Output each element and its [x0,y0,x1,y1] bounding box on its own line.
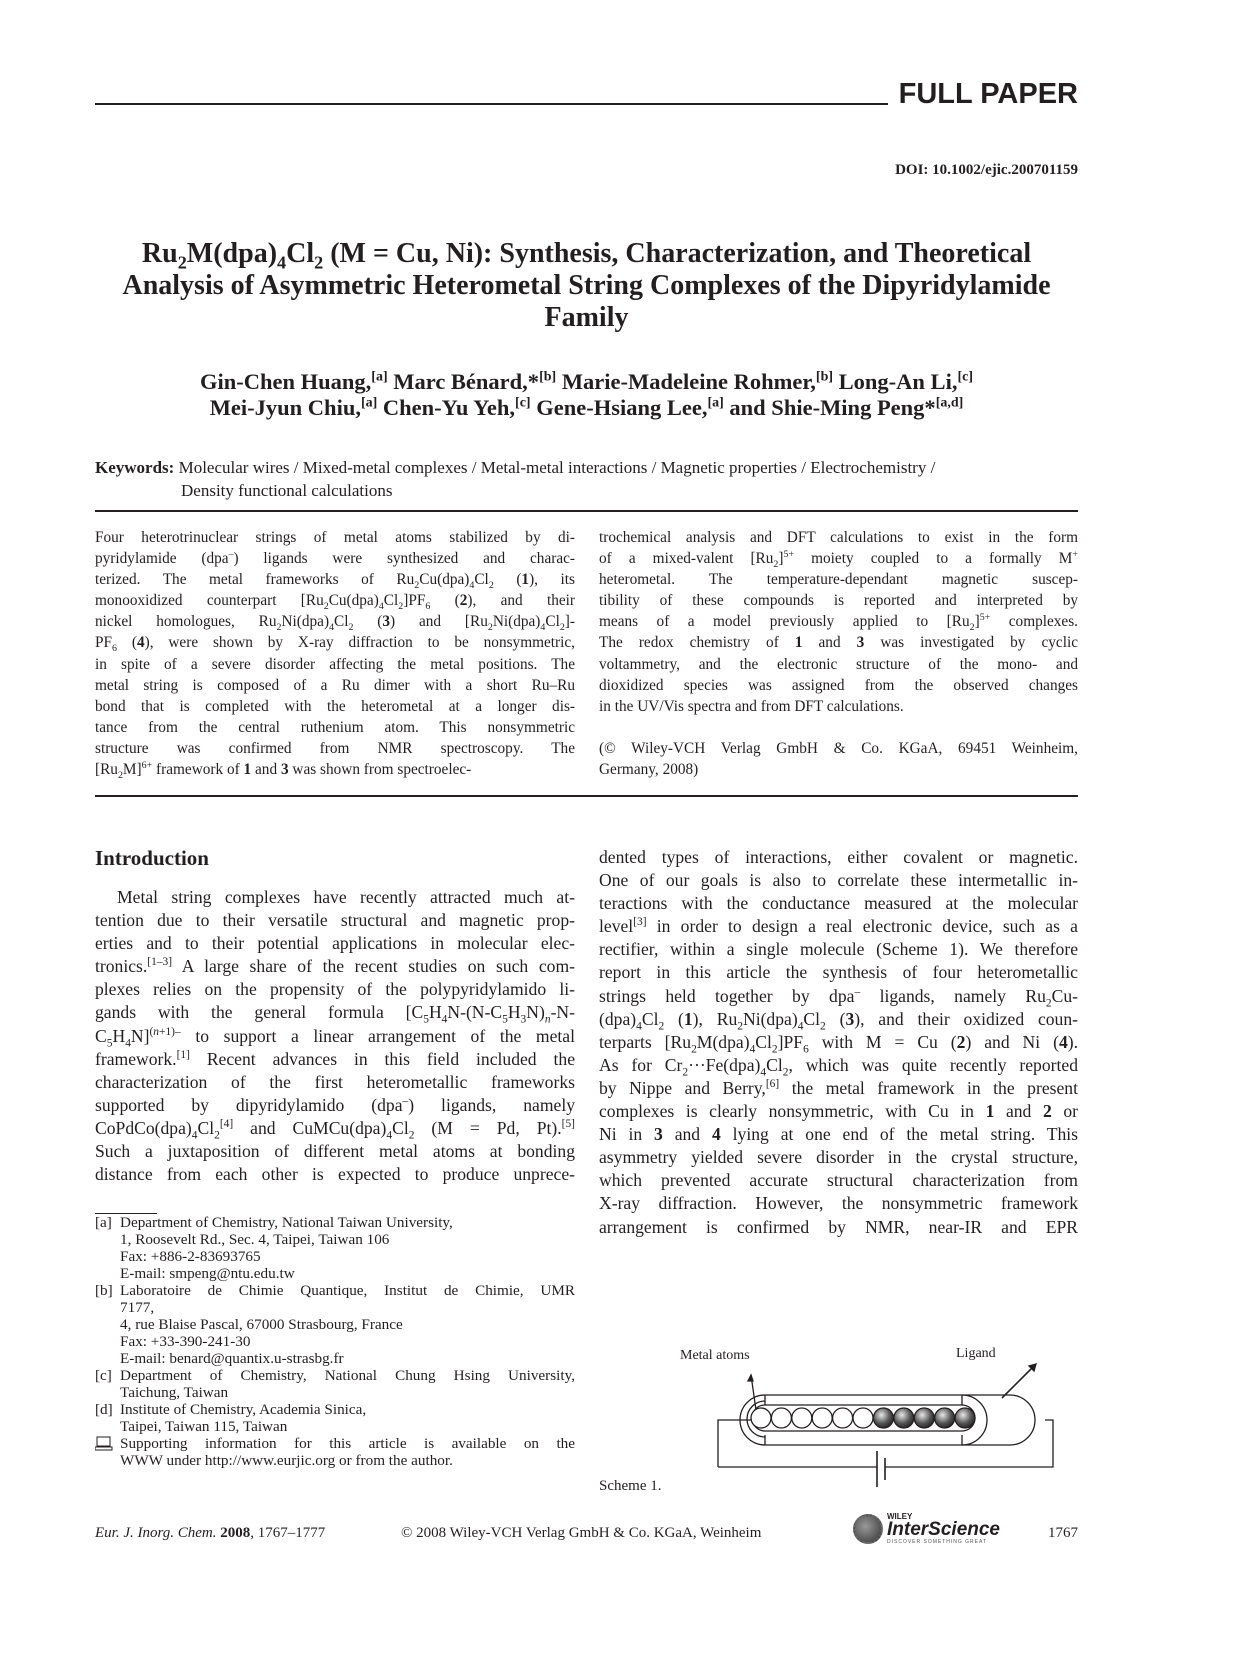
text-line: strings held together by dpa– ligands, namely $Ru_2Cu-$ [599,985,1079,1010]
text-line: monooxidized counterpart $[Ru_2Cu(dpa)_4Cl_2]PF_6$ (2), and their [95,592,576,613]
text-line: dented types of interactions, either covalent or magnetic. [599,847,1078,867]
footnote-tag: [a] [95,1214,112,1231]
journal-pages: , 1767–1777 [250,1525,326,1541]
text-line: level[3] in order to design a real electronic device, such as a [599,916,1078,937]
abstract-right-column [599,527,1078,780]
affiliation-footnotes [95,1214,575,1469]
text-line: X-ray diffraction. However, the nonsymmetric framework [599,1193,1078,1214]
logo-wiley: WILEY [887,1512,913,1521]
footnote-tag: [c] [95,1367,112,1384]
text-line: As for $Cr_2\cdot\cdot\cdot Fe(dpa)_4Cl_2$, which was quite recently reported [599,1054,1078,1079]
text-line: in the UV/Vis spectra and from DFT calculations. [599,697,904,715]
text-line: teractions with the conductance measured at the molecular [599,893,1078,914]
text-line: pyridylamide (dpa–) ligands were synthesized and charac- [95,549,575,568]
text-line: nickel homologues, $Ru_2Ni(dpa)_4Cl_2$ (3) and $[Ru_2Ni(dpa)_4Cl_2]-$ [95,613,575,634]
text-line: bond that is completed with the heterometal at a longer dis- [95,697,575,715]
text-line: which prevented accurate structural characterization from [599,1170,1078,1191]
footnote-tag [95,1248,120,1265]
footnote-line [95,1384,575,1401]
footnote-line [95,1316,575,1333]
keywords-line: Molecular wires / Mixed-metal complexes / Metal-metal interactions / Magnetic properties / Electrochemistry / [178,458,936,477]
text-line: tibility of these compounds is reported and interpreted by [599,592,1078,610]
abstract-copyright [599,738,1078,780]
footnote-text: Department of Chemistry, National Taiwan University, [120,1214,453,1231]
text-line: supported by dipyridylamido (dpa–) ligands, namely [95,1094,576,1115]
paper-title: $Ru_2M(dpa)_4Cl_2$ (M = Cu, Ni): Synthesis, Characterization, and Theoretical Analysis of Asymmetric Heterometal String Complexes of the Dipyridylamide Family [122,238,1051,333]
section-heading-introduction: Introduction [95,846,209,870]
footnote-tag [95,1265,120,1282]
abstract-left-column [95,527,575,780]
intro-right-column [599,846,1078,1239]
logo-interscience: InterScience [887,1519,1000,1540]
heterometal-atom [894,1408,914,1428]
footnote-text: Institute of Chemistry, Academia Sinica, [120,1401,367,1418]
footnote-line [95,1367,575,1384]
text-line: One of our goals is also to correlate these intermetallic in- [599,870,1078,891]
scheme-label-metal-atoms: Metal atoms [680,1348,750,1363]
footnote-text: Fax: +33-390-241-30 [120,1333,251,1350]
text-line: report in this article the synthesis of four heterometallic [599,962,1078,983]
text-line: asymmetry yielded severe disorder in the crystal structure, [599,1147,1078,1168]
text-line: $CoPdCo(dpa)_4Cl_2[4]$ and $CuMCu(dpa)_4Cl_2$ (M = Pd, Pt).[5] [95,1117,575,1142]
text-line: tention due to their versatile structural and magnetic prop- [95,910,575,931]
footnote-line [95,1452,575,1469]
footnote-text: WWW under http://www.eurjic.org or from the author. [120,1452,453,1469]
footnote-line [95,1231,575,1248]
intro-left-column [95,886,575,1186]
footnote-text: Department of Chemistry, National Chung Hsing University, [120,1367,575,1384]
text-line: $C_5H_4N]^{(n+1)-}$ to support a linear arrangement of the metal [95,1025,575,1050]
metal-atom [771,1408,791,1428]
wiley-interscience-logo[interactable] [853,1512,1000,1545]
footnote-text: Taichung, Taiwan [120,1384,229,1401]
text-line: (© Wiley-VCH Verlag GmbH & Co. KGaA, 69451 Weinheim, [599,739,1078,757]
metal-atom [792,1408,812,1428]
heterometal-atom [873,1408,893,1428]
text-line: by Nippe and Berry,[6] the metal framework in the present [599,1077,1078,1098]
footnote-text: Fax: +886-2-83693765 [120,1248,261,1265]
abstract-right-text [599,527,1078,717]
arrow-ligand [1002,1364,1036,1398]
text-line: voltammetry, and the electronic structure of the mono- and [599,655,1078,673]
text-line: means of a model previously applied to $[Ru_2]^{5+}$ complexes. [599,612,1078,634]
footnote-tag [95,1350,120,1367]
abstract-top-rule [95,510,1078,512]
footnote-line [95,1282,575,1299]
footnote-tag [95,1299,120,1316]
metal-atom [812,1408,832,1428]
logo-tagline: DISCOVER SOMETHING GREAT [887,1539,988,1545]
text-line: erties and to their potential applications in molecular elec- [95,933,575,954]
footnote-tag [95,1316,120,1333]
footnote-line [95,1299,575,1316]
page-number: 1767 [1048,1525,1078,1541]
header-rule [95,103,888,105]
globe-icon [853,1514,883,1544]
heterometal-atom [914,1408,934,1428]
footnote-tag [95,1452,120,1469]
footnote-line [95,1248,575,1265]
footnote-tag: [d] [95,1401,113,1418]
journal-name: Eur. J. Inorg. Chem. [95,1525,217,1541]
metal-atom [751,1408,771,1428]
footnote-text: Taipei, Taiwan 115, Taiwan [120,1418,288,1435]
battery-icon [877,1451,885,1487]
text-line: heterometal. The temperature-dependant magnetic suscep- [599,571,1078,589]
text-line: terparts $[Ru_2M(dpa)_4Cl_2]PF_6$ with M = Cu (2) and Ni (4). [599,1031,1078,1056]
footnote-line [95,1333,575,1350]
doi[interactable]: DOI: 10.1002/ejic.200701159 [895,162,1078,178]
footnote-line [95,1401,575,1418]
journal-year: 2008 [220,1525,251,1541]
footnote-tag [95,1333,120,1350]
scheme-label-ligand: Ligand [956,1346,996,1361]
text-line: Such a juxtaposition of different metal atoms at bonding [95,1141,575,1162]
abstract-bottom-rule [95,795,1078,797]
text-line: distance from each other is expected to produce unprece- [95,1164,575,1185]
text-line: metal string is composed of a Ru dimer with a short Ru–Ru [95,676,575,694]
metal-atom [833,1408,853,1428]
footnote-text: 4, rue Blaise Pascal, 67000 Strasbourg, France [120,1316,403,1333]
journal-citation [95,1525,325,1542]
footnote-tag: [b] [95,1282,113,1299]
footer-copyright: © 2008 Wiley-VCH Verlag GmbH & Co. KGaA, Weinheim [401,1525,762,1541]
footnote-line [95,1350,575,1367]
text-line: characterization of the first heterometallic frameworks [95,1071,575,1092]
footnote-line [95,1418,575,1435]
text-line: Ni in 3 and 4 lying at one end of the metal string. This [599,1124,1078,1145]
footnote-text: 1, Roosevelt Rd., Sec. 4, Taipei, Taiwan 106 [120,1231,390,1248]
footnote-line [95,1214,575,1231]
text-line: rectifier, within a single molecule (Scheme 1). We therefore [599,939,1078,960]
text-line: Four heterotrinuclear strings of metal atoms stabilized by di- [95,529,575,546]
footnote-line [95,1435,575,1452]
computer-icon [95,1435,120,1452]
footnote-text: 7177, [120,1299,155,1316]
text-line: tance from the central ruthenium atom. This nonsymmetric [95,718,575,736]
keywords-label: Keywords: [95,458,175,477]
text-line: tronics.[1–3] A large share of the recent studies on such com- [95,956,575,977]
text-line: $(dpa)_4Cl_2$ (1), $Ru_2Ni(dpa)_4Cl_2$ (3), and their oxidized coun- [599,1008,1079,1033]
text-line: of a mixed-valent $[Ru_2]^{5+}$ moiety coupled to a formally M+ [599,549,1078,571]
footnote-text: Laboratoire de Chimie Quantique, Institut de Chimie, UMR [120,1282,575,1299]
text-line: structure was confirmed from NMR spectroscopy. The [95,739,575,757]
keywords [95,456,1085,502]
text-line: trochemical analysis and DFT calculations to exist in the form [599,529,1078,546]
text-line: in spite of a severe disorder affecting the metal positions. The [95,655,575,673]
footnote-line [95,1265,575,1282]
text-line: gands with the general formula [$C_5H_4N-(N-C_5H_3N)_n-N-$ [95,1002,575,1026]
footnote-text: E-mail: smpeng@ntu.edu.tw [120,1265,295,1282]
text-line: $PF_6$ (4), were shown by X-ray diffraction to be nonsymmetric, [95,634,576,655]
keywords-line: Density functional calculations [181,481,393,500]
text-line: plexes relies on the propensity of the polypyridylamido li- [95,979,575,1000]
text-line: arrangement is confirmed by NMR, near-IR and EPR [599,1216,1078,1237]
heterometal-atom [955,1408,975,1428]
section-label: FULL PAPER [898,78,1078,110]
footnote-tag [95,1384,120,1401]
text-line: Metal string complexes have recently attracted much at- [117,887,575,907]
metal-atom [853,1408,873,1428]
metal-atom-chain [751,1408,975,1428]
text-line: complexes is clearly nonsymmetric, with Cu in 1 and 2 or [599,1101,1079,1122]
text-line: framework.[1] Recent advances in this field included the [95,1048,575,1069]
text-line: terized. The metal frameworks of $Ru_2Cu(dpa)_4Cl_2$ (1), its [95,571,575,592]
footnote-tag [95,1418,120,1435]
author-list: Gin-Chen Huang,[a] Marc Bénard,*[b] Marie-Madeleine Rohmer,[b] Long-An Li,[c] Mei-Jyun Chiu,[a] Chen-Yu Yeh,[c] Gene-Hsiang Lee,[a] and Shie-Ming Peng*[a,d] [199,369,973,420]
heterometal-atom [935,1408,955,1428]
text-line: The redox chemistry of 1 and 3 was investigated by cyclic [599,634,1078,652]
scheme-1-diagram [640,1340,1080,1500]
footnote-text: E-mail: benard@quantix.u-strasbg.fr [120,1350,344,1367]
text-line: $[Ru_2M]^{6+}$ framework of 1 and 3 was shown from spectroelec- [95,759,472,782]
text-line: dioxidized species was assigned from the observed changes [599,676,1078,694]
scheme-caption: Scheme 1. [599,1478,662,1494]
text-line: Germany, 2008) [599,760,699,778]
footnote-tag [95,1231,120,1248]
footnote-text: Supporting information for this article is available on the [120,1435,575,1452]
